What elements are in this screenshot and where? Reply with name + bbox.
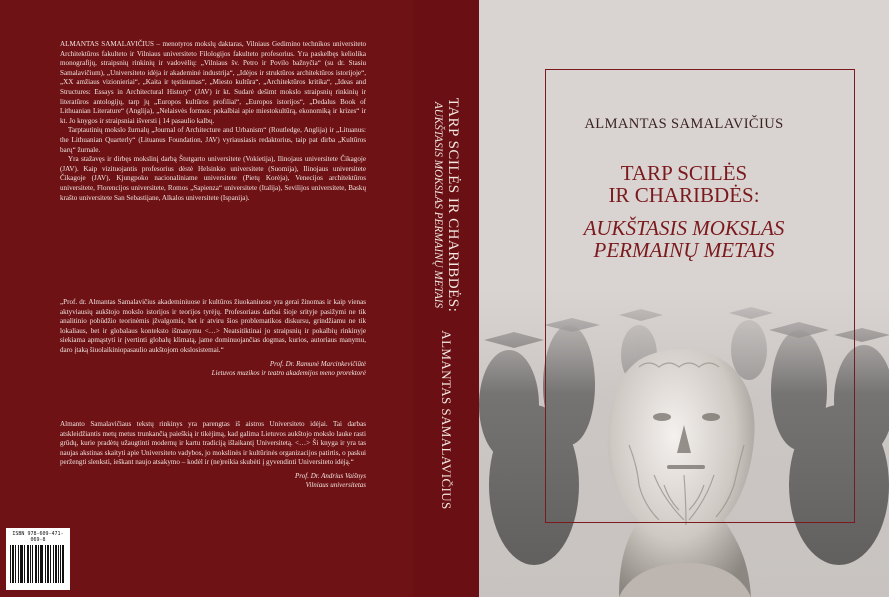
spine-title: TARP SCILĖS IR CHARIBDĖS: (445, 97, 461, 313)
quote-text: Almanto Samalavičiaus tekstų rinkinys yra parengtas iš aistros Universiteto idėjai. Tai darbas atskleidžiantis metų metus trunkančią paieškią ir tikėjimą, kad galima Lietuvos aukštojo mokslo lauke rasti grūdų, kurie pradėtų užaugtinti modernų ir kartu tradiciją išlaikantį Universitetą. <…> Ši knyga ir yra tas naujas akstinas skaityti apie Universiteto vadybos, jo mokslinės ir kultūrinės organizacijos patirtis, o paskui peržengti slenksti, ieškant naujo atsakymo – kodėl ir (ne)reikia skubėti į gyvendinti Universiteto idėją.“ (60, 420, 366, 467)
quote-affiliation: Lietuvos muzikos ir teatro akademijos meno prorektorė (211, 369, 366, 378)
bio-paragraph: Tarptautinių mokslo žurnalų „Journal of Architecture and Urbanism“ (Routledge, Anglija) ir „Lituanus: the Lithuanian Quarterly“ (Lituanus Foundation, JAV) vyriausiasis redaktorius, taip pat dirba „Kultūros barų“ žurnale. (60, 126, 366, 154)
front-title (479, 162, 889, 206)
spine-author: ALMANTAS SAMALAVIČIUS (439, 330, 454, 510)
barcode-bars (10, 545, 66, 583)
isbn-barcode (6, 528, 70, 590)
front-title-line: IR CHARIBDĖS: (608, 183, 760, 207)
spine-subtitle: AUKŠTASIS MOKSLAS PERMAINŲ METAIS (432, 101, 444, 309)
bio-paragraph: Yra stažavęs ir dirbęs mokslinį darbą Štutgarto universitete (Vokietija), Ilinojaus universitete Čikagoje (JAV). Kaip vizituojantis profesorius dėstė Helsinkio universitete (Suomija), Ilinojaus universitete Čikagoje (JAV), Kjungpoko nacionaliniame universitete (Pietų Korėja), Venecijos architektūros universitete, Florencijos universitete, Romos „Sapienza“ universitete (Italija), Sevilijos universitete, Baskų krašto universitete San Sebastiįane, Alkalos universitete (Ispanija). (60, 155, 366, 202)
spine-title-block (431, 98, 461, 313)
author-bio (60, 40, 366, 203)
quote-author: Prof. Dr. Andrius Vaišnys (295, 471, 366, 480)
quote-text: „Prof. dr. Almantas Samalavičius akademiniuose ir kultūros žiuokaniuose yra gerai žinomas ir kaip vienas aktyviausių aukštojo mokslo istorijos ir teorijos tyrėjų. Profesoriaus darbai šioje srityje pasižymi ne tik analitinio pobūdžio teorinėmis įžvalgomis, bet ir atviru šios problematikos diskursu, grindžiamu ne tik lokaliaus, bet ir globalaus konteksto išmanymu <…> Neatsitiktinai jo straipsnių ir pokalbių rinkinyje siekiama apmąstyti ir įvertinti globalų klimatą, jame dominuojančias dogmas, kurios, autoriaus manymu, daro įtaką šiuolaikiniopasaulio aukštojom okslosistemai.“ (60, 298, 366, 354)
review-quote-1 (60, 298, 366, 379)
front-cover (479, 0, 889, 597)
back-cover (0, 0, 413, 597)
front-subtitle (479, 217, 889, 261)
front-subtitle-line: AUKŠTASIS MOKSLAS (583, 216, 785, 240)
front-author: ALMANTAS SAMALAVIČIUS (584, 116, 784, 132)
title-frame (545, 69, 855, 523)
front-subtitle-line: PERMAINŲ METAIS (593, 238, 775, 262)
front-title-line: TARP SCILĖS (620, 161, 748, 185)
isbn-number: ISBN 978-609-471-069-8 (12, 531, 64, 543)
bio-paragraph: ALMANTAS SAMALAVIČIUS – menotyros mokslų daktaras, Vilniaus Gedimino technikos universiteto Architektūros fakulteto ir Vilniaus universiteto Filologijos fakulteto profesorius. Yra paskelbęs keliolika monografijų, straipsnių rinkinių ir vadovėlių: „Vilniaus šv. Petro ir Povilo bažnyčia“ (su dr. Stasiu Samalavičium), „Universiteto idėja ir akademinė industrija“, „Idėjos ir struktūros architektūros istorijoje“, „XX amžiaus vizionieriai“, „Kaita ir tęstinumas“, „Miesto kultūra“, „Architektūros kritika“, „Ideas and Structures: Essays in Architectural History“ (JAV) ir kt. Sudarė dešimt mokslo straipsnių rinkinių ir literatūros antologijų, tarp jų „Europos kultūros profiliai“, „Europos istorijos“, „Dedalus Book of Lithuanian Literature“ (Anglija), „Nelaisvės formos: pokalbiai apie miestokultūrą, ekonomiką ir krizes“ ir kt. Jo knygos ir straipsniai išversti į 14 pasaulio kalbų. (60, 40, 366, 125)
book-spine (413, 0, 479, 597)
review-quote-2 (60, 420, 366, 491)
quote-affiliation: Vilniaus universitetas (305, 481, 366, 490)
quote-author: Prof. Dr. Ramunė Marcinkevičiūtė (269, 359, 366, 368)
